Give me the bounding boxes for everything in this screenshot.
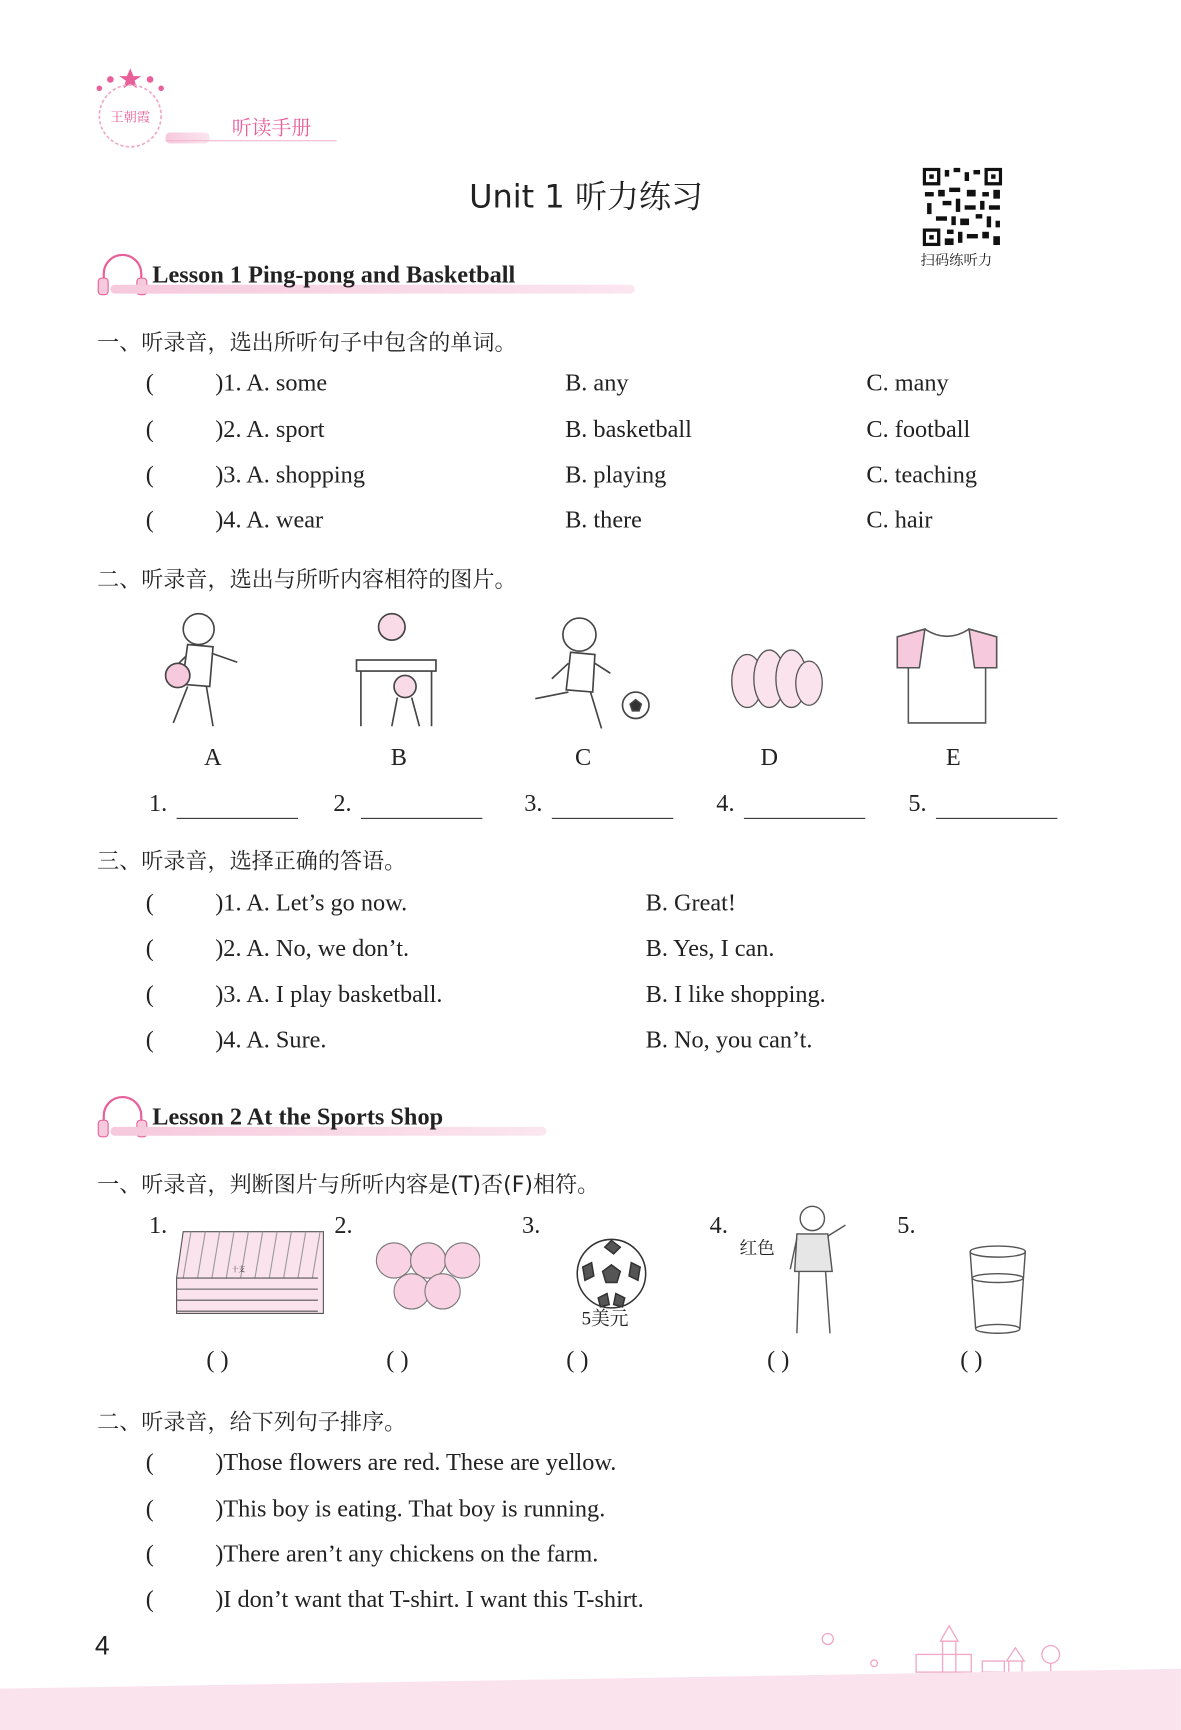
price-label: 5美元: [581, 1307, 629, 1329]
option-b: B. I like shopping.: [645, 980, 826, 1008]
option-b: B. any: [565, 368, 629, 397]
pencil-boxes-picture: [174, 1227, 326, 1318]
boy-basketball-picture: [149, 607, 248, 734]
option-b: B. playing: [565, 460, 667, 488]
header-rule: [166, 140, 337, 141]
header-bar: [166, 132, 210, 143]
l2-part1-heading: 一、听录音，判断图片与所听内容是(T)否(F)相符。: [97, 1171, 600, 1198]
option-c: C. teaching: [866, 460, 977, 488]
lesson1-title: Lesson 1 Ping-pong and Basketball: [152, 260, 516, 289]
answer-paren[interactable]: (: [145, 1494, 154, 1523]
option-c: C. football: [866, 414, 971, 443]
item-number: 1.: [148, 1210, 168, 1239]
option-a: )1. A. Let’s go now.: [215, 888, 408, 917]
l1-part3-heading: 三、听录音，选择正确的答语。: [97, 847, 407, 875]
answer-paren[interactable]: ( ): [206, 1345, 229, 1374]
blank-number: 4.: [716, 789, 735, 817]
answer-paren[interactable]: (: [145, 980, 154, 1008]
answer-paren[interactable]: (: [145, 505, 154, 534]
brand-logo: [91, 66, 170, 154]
answer-paren[interactable]: (: [145, 1539, 154, 1568]
question-option-a: )4. A. wear: [215, 505, 324, 534]
answer-paren[interactable]: ( ): [566, 1345, 589, 1374]
option-a: )4. A. Sure.: [215, 1025, 327, 1053]
option-a: )3. A. I play basketball.: [215, 980, 443, 1008]
boy-football-picture: [524, 613, 656, 734]
lesson2-title: Lesson 2 At the Sports Shop: [152, 1102, 444, 1131]
question-option-a: )3. A. shopping: [215, 460, 365, 488]
page-number: 4: [94, 1631, 110, 1662]
blank-number: 5.: [908, 789, 927, 817]
item-number: 2.: [334, 1210, 353, 1239]
answer-paren[interactable]: (: [145, 1584, 154, 1613]
glass-picture: [967, 1245, 1029, 1336]
peaches-picture: [370, 1236, 480, 1313]
option-a: )2. A. No, we don’t.: [215, 933, 410, 962]
blank-number: 2.: [333, 789, 352, 817]
answer-paren[interactable]: (: [145, 414, 154, 443]
book-label: 听读手册: [231, 116, 312, 141]
football-picture: [574, 1236, 649, 1311]
box-label: 十支: [231, 1265, 246, 1274]
option-c: C. hair: [866, 505, 933, 534]
picture-label: B: [390, 742, 407, 771]
qr-caption: 扫码练听力: [920, 252, 993, 270]
answer-paren[interactable]: (: [145, 1448, 154, 1476]
l2-part2-heading: 二、听录音，给下列句子排序。: [97, 1408, 407, 1435]
item-number: 5.: [897, 1210, 916, 1239]
answer-paren[interactable]: ( ): [386, 1345, 409, 1374]
sentence: )I don’t want that T-shirt. I want this T-shirt.: [215, 1584, 644, 1613]
footer-pink-band: [0, 1656, 1181, 1730]
answer-blank[interactable]: [552, 817, 673, 819]
option-b: B. No, you can’t.: [645, 1025, 813, 1053]
picture-label: E: [945, 742, 961, 771]
item-number: 4.: [709, 1210, 728, 1239]
color-label: 红色: [739, 1237, 775, 1259]
t-shirt-picture: [892, 624, 1002, 729]
answer-blank[interactable]: [744, 817, 865, 819]
answer-blank[interactable]: [177, 817, 298, 819]
blank-number: 3.: [524, 789, 543, 817]
girls-ping-pong-picture: [348, 607, 447, 734]
answer-paren[interactable]: ( ): [960, 1345, 983, 1374]
l1-part2-heading: 二、听录音，选出与所听内容相符的图片。: [97, 566, 517, 593]
answer-blank[interactable]: [936, 817, 1057, 819]
qr-code[interactable]: [923, 168, 1002, 246]
sentence: )There aren’t any chickens on the farm.: [215, 1539, 599, 1568]
option-b: B. Great!: [645, 888, 737, 917]
l1-part1-heading: 一、听录音，选出所听句子中包含的单词。: [97, 328, 517, 356]
option-b: B. there: [565, 505, 642, 534]
answer-paren[interactable]: (: [145, 460, 154, 488]
option-b: B. Yes, I can.: [645, 933, 775, 962]
page-title: Unit 1 听力练习: [469, 177, 703, 216]
svg-text:王朝霞: 王朝霞: [110, 110, 151, 126]
sentence: )Those flowers are red. These are yellow.: [215, 1448, 617, 1476]
item-number: 3.: [522, 1210, 541, 1239]
answer-paren[interactable]: ( ): [767, 1345, 790, 1374]
picture-label: C: [575, 742, 592, 771]
sentence: )This boy is eating. That boy is running.: [215, 1494, 606, 1523]
answer-blank[interactable]: [361, 817, 482, 819]
answer-paren[interactable]: (: [145, 368, 154, 397]
option-b: B. basketball: [565, 414, 692, 443]
balloons-picture: [723, 635, 828, 718]
answer-paren[interactable]: (: [145, 1025, 154, 1053]
question-option-a: )2. A. sport: [215, 414, 325, 443]
option-c: C. many: [866, 368, 949, 397]
picture-label: A: [204, 742, 222, 771]
answer-paren[interactable]: (: [145, 888, 154, 917]
answer-paren[interactable]: (: [145, 933, 154, 962]
picture-label: D: [760, 742, 778, 771]
question-option-a: )1. A. some: [215, 368, 328, 397]
blank-number: 1.: [148, 789, 168, 817]
man-sweater-picture: [773, 1203, 861, 1341]
